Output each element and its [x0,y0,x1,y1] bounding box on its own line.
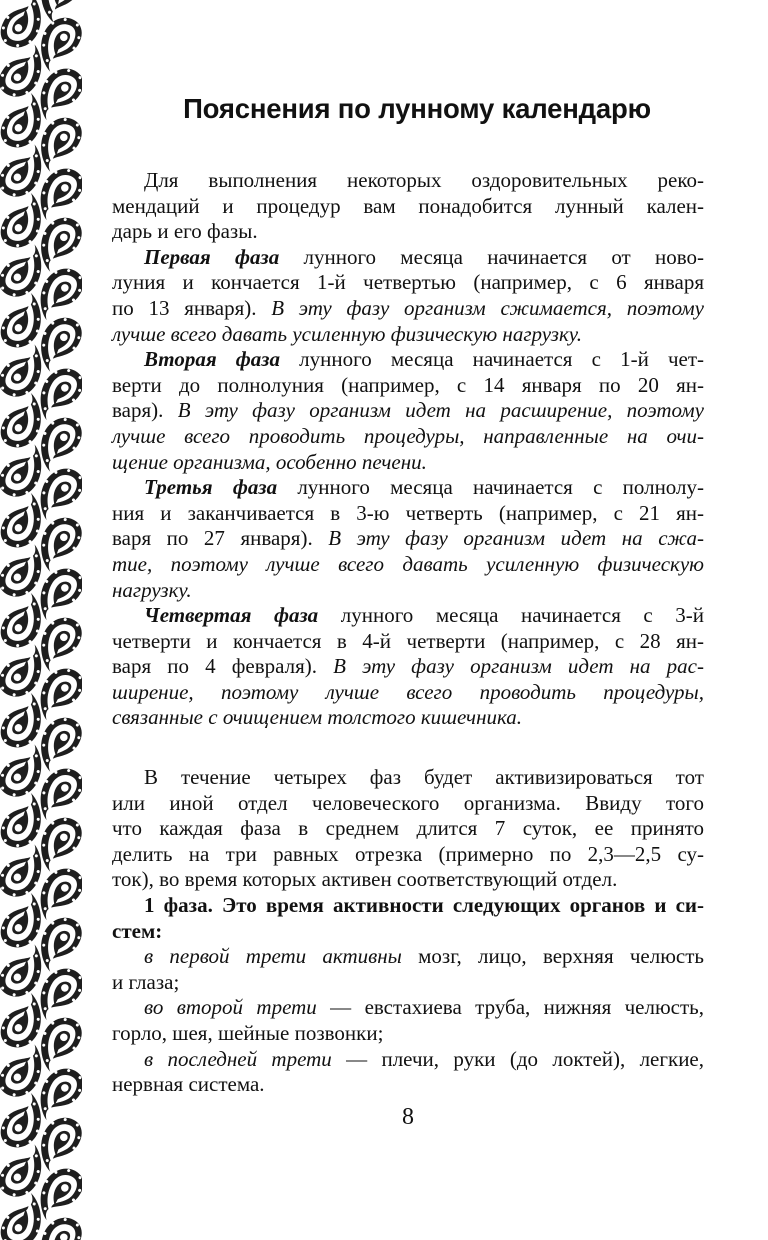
text-run: ния и заканчивается в 3-ю четверть (например, с 21 ян- [112,500,704,525]
text-line [112,347,704,373]
page-title: Пояснения по лунному календарю [183,93,651,124]
text-line [112,475,704,501]
text-line [112,1072,704,1098]
body-text [112,168,704,1098]
text-line [112,168,704,194]
text-line [112,322,704,348]
phase-heading: Вторая фаза [144,347,281,372]
text-line [112,296,704,322]
text-run: лунного месяца начинается с 3-й [318,603,704,628]
text-line [112,944,704,970]
text-run: мозг, лицо, верхняя челюсть [401,944,704,969]
text-run: лунного месяца начинается с 1-й чет- [280,347,704,372]
page-number: 8 [402,1104,414,1130]
text-run: варя по 27 января). [112,526,329,551]
paisley-motif [0,0,46,1]
paisley-border [0,0,82,1240]
italic-text: лучше всего давать усиленную физическую нагрузку. [112,321,583,346]
text-run: четверти и кончается в 4-й четверти (например, с 28 ян- [112,628,704,653]
book-page [112,0,704,1240]
text-run: — плечи, руки (до локтей), легкие, [331,1046,704,1071]
phase-heading: Третья фаза [144,475,278,500]
text-line [112,893,704,919]
italic-text: нагрузку. [112,577,192,602]
text-line [112,867,704,893]
text-line [112,194,704,220]
text-run: или иной отдел человеческого организма. Ввиду того [112,790,704,815]
text-line [112,1021,704,1047]
text-run: и глаза; [112,969,180,994]
italic-text: щение организма, особенно печени. [112,449,427,474]
text-run: по 13 января). [112,295,272,320]
italic-text: во второй трети [144,995,317,1020]
bold-text: 1 фаза. Это время активности следующих органов и си- [144,893,704,918]
paragraph-gap [112,731,704,765]
text-line [112,1047,704,1073]
text-line [112,270,704,296]
text-run: лунного месяца начинается с полнолу- [277,475,705,500]
text-line [112,526,704,552]
text-line [112,680,704,706]
text-run: мендаций и процедур вам понадобится лунный кален- [112,193,704,218]
text-line [112,219,704,245]
phase-heading: Первая фаза [144,244,280,269]
italic-text: в первой трети активны [144,944,402,969]
text-run: — евстахиева труба, нижняя челюсть, [316,995,704,1020]
text-run: варя по 4 февраля). [112,654,334,679]
text-run: ток), во время которых активен соответствующий отдел. [112,867,618,892]
text-line [112,501,704,527]
text-run: В течение четырех фаз будет активизироваться тот [144,765,704,790]
text-run: верти до полнолуния (например, с 14 января по 20 ян- [112,372,704,397]
text-run: дарь и его фазы. [112,219,258,244]
text-line [112,705,704,731]
text-line [112,450,704,476]
text-line [112,970,704,996]
text-line [112,995,704,1021]
text-line [112,842,704,868]
text-run: лунного месяца начинается от ново- [279,244,705,269]
text-run: горло, шея, шейные позвонки; [112,1021,384,1045]
text-run: делить на три равных отрезка (примерно по 2,3—2,5 су- [112,841,704,866]
italic-text: В эту фазу организм идет на рас- [333,654,704,679]
text-run: нервная система. [112,1072,265,1097]
italic-text: В эту фазу организм идет на расширение, поэтому [177,398,704,423]
text-line [112,578,704,604]
text-line [112,603,704,629]
text-line [112,791,704,817]
text-run: луния и кончается 1-й четвертью (например, с 6 января [112,270,704,295]
text-line [112,629,704,655]
italic-text: В эту фазу организм идет на сжа- [328,526,704,551]
italic-text: тие, поэтому лучше всего давать усиленную физическую [112,551,704,576]
italic-text: связанные с очищением толстого кишечника. [112,705,523,730]
text-run: Для выполнения некоторых оздоровительных реко- [144,168,704,192]
italic-text: В эту фазу организм сжимается, поэтому [271,295,704,320]
text-line [112,552,704,578]
italic-text: в последней трети [144,1046,332,1071]
text-run: что каждая фаза в среднем длится 7 суток, ее принято [112,816,704,841]
paisley-pattern [0,0,82,1240]
text-line [112,245,704,271]
italic-text: лучше всего проводить процедуры, направленные на очи- [112,423,704,448]
text-line [112,816,704,842]
phase-heading: Четвертая фаза [144,603,319,628]
text-line [112,424,704,450]
text-line [112,765,704,791]
text-line [112,919,704,945]
bold-text: стем: [112,918,163,943]
text-line [112,373,704,399]
text-line [112,654,704,680]
italic-text: ширение, поэтому лучше всего проводить процедуры, [112,679,704,704]
text-line [112,398,704,424]
text-run: варя). [112,398,178,423]
